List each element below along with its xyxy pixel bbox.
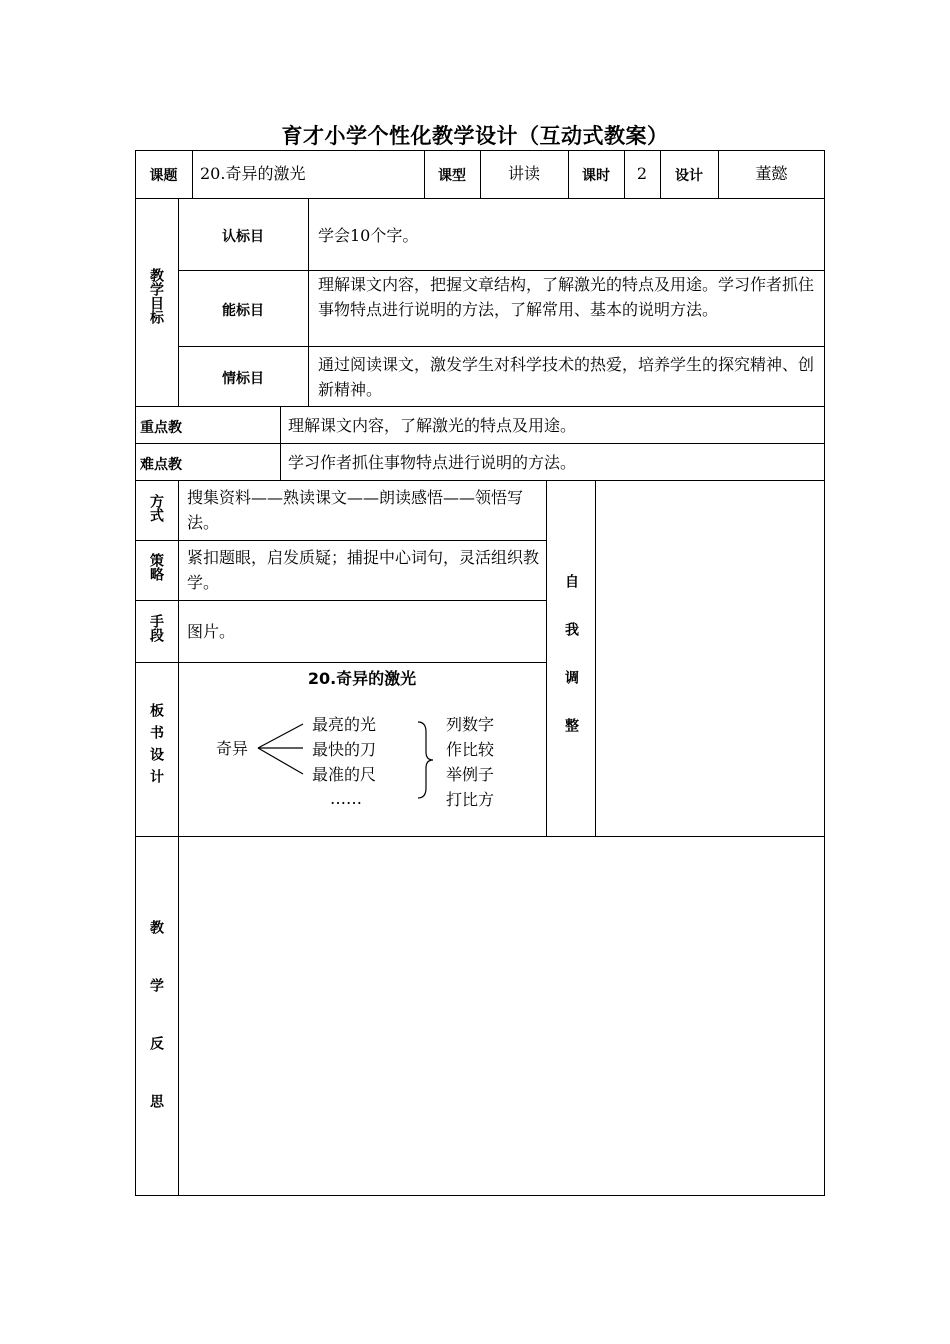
board-branch-2: 最快的刀	[312, 740, 377, 759]
board-root: 奇异	[216, 739, 249, 758]
board-method-4: 打比方	[446, 790, 495, 809]
designer-value: 董懿	[755, 164, 788, 183]
teaching-reflection-label: 教学反思	[148, 920, 164, 1152]
class-hours-label: 课时	[582, 168, 610, 184]
board-method-1: 列数字	[446, 715, 495, 734]
key-point-label: 重点教	[140, 420, 182, 436]
board-branch-3: 最准的尺	[312, 765, 377, 784]
board-method-3: 举例子	[446, 765, 495, 784]
board-method-2: 作比较	[446, 740, 495, 759]
means-label: 手段	[148, 614, 164, 642]
lesson-type-value: 讲读	[507, 164, 540, 183]
brace-icon	[410, 718, 436, 802]
self-adjust-label: 自我调整	[563, 574, 579, 766]
key-point-text: 理解课文内容，了解激光的特点及用途。	[288, 416, 577, 435]
board-branch-4: ……	[330, 789, 362, 808]
difficult-point-label: 难点教	[140, 457, 182, 473]
board-branch-1: 最亮的光	[312, 715, 377, 734]
page-title: 育才小学个性化教学设计（互动式教案）	[281, 124, 669, 148]
strategy-text: 紧扣题眼，启发质疑；捕捉中心词句，灵活组织教学。	[187, 548, 540, 592]
goal-label-ability: 能标目	[222, 303, 264, 319]
board-title: 20.奇异的激光	[307, 669, 417, 688]
board-branch-lines	[255, 718, 305, 780]
lesson-type-label: 课型	[438, 168, 466, 184]
class-hours-value: 2	[636, 164, 648, 183]
method-text: 搜集资料——熟读课文——朗读感悟——领悟写法。	[187, 488, 524, 532]
means-text: 图片。	[187, 622, 236, 641]
topic-label: 课题	[149, 168, 178, 184]
goal-text-emotion: 通过阅读课文，激发学生对科学技术的热爱，培养学生的探究精神、创新精神。	[318, 355, 815, 399]
topic-value: 20.奇异的激光	[200, 164, 306, 183]
goal-text-ability: 理解课文内容，把握文章结构，了解激光的特点及用途。学习作者抓住事物特点进行说明的方法，了解常用、基本的说明方法。	[318, 275, 815, 319]
difficult-point-text: 学习作者抓住事物特点进行说明的方法。	[288, 453, 577, 472]
goal-label-emotion: 情标目	[222, 371, 264, 387]
designer-label: 设计	[675, 168, 703, 184]
teaching-goals-label: 教学目标	[148, 268, 164, 324]
board-design-label: 板书设计	[148, 703, 164, 791]
goal-label-recognition: 认标目	[222, 229, 264, 245]
goal-text-recognition: 学会10个字。	[318, 226, 419, 245]
strategy-label: 策略	[148, 553, 164, 581]
method-label: 方式	[148, 494, 164, 522]
